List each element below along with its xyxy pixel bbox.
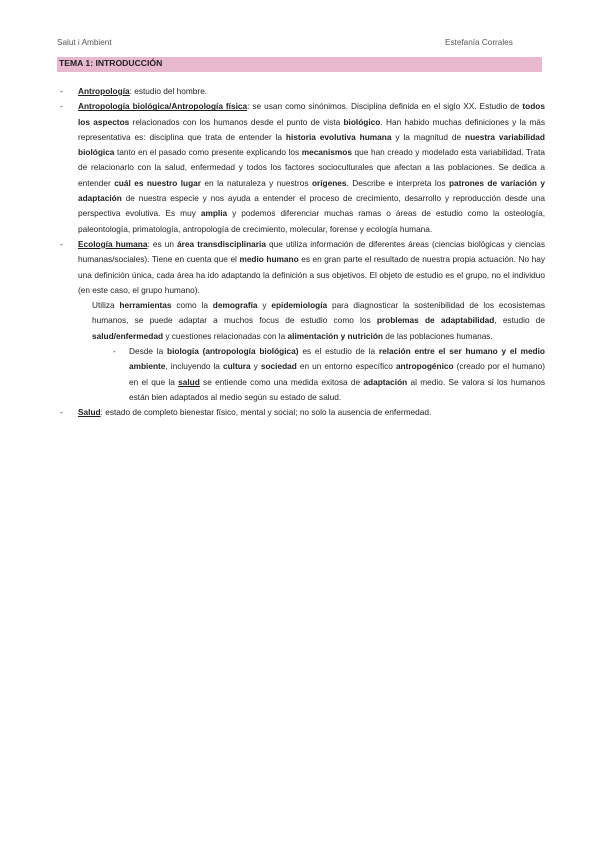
bold-underlined-term: salud	[178, 376, 200, 387]
header-author: Estefanía Corrales	[445, 38, 513, 47]
bold-term: área transdisciplinaria	[177, 238, 266, 249]
text-segment: en un entorno específico	[296, 361, 396, 372]
bold-term: cultura	[222, 361, 251, 372]
term-ecologia-humana: Ecología humana	[78, 238, 148, 249]
text-segment: , estudio de	[494, 315, 545, 326]
bold-term: nuestra variabilidad biológica	[78, 131, 545, 158]
bold-term: antropogénico	[395, 361, 454, 372]
bold-term: cuál es nuestro lugar	[114, 177, 201, 188]
text-segment: que han creado y modelado esta variabilidad. Trata de relacionarlo con la salud, enfermedad y todos los factores socioculturales que afectan a las poblaciones. Se dedica a entender	[78, 147, 545, 188]
bold-term: herramientas	[119, 300, 172, 311]
bold-term: problemas de adaptabilidad	[376, 315, 495, 326]
bold-term: mecanismos	[301, 147, 352, 158]
bold-term: amplia	[200, 208, 228, 219]
text-segment: que utiliza información de diferentes áreas (ciencias biológicas y ciencias humanas/sociales). Tiene en cuenta que el	[78, 238, 545, 265]
text-segment: y	[257, 300, 272, 311]
text-segment: se entiende como una medida exitosa de	[199, 376, 364, 387]
text-segment: y podemos diferenciar muchas ramas o áreas de estudio como la osteología, paleontología, primatología, antropología de crecimiento, molecular, forense y ecología humana.	[78, 208, 545, 234]
bullet-dash: -	[60, 407, 63, 418]
page-title: TEMA 1: INTRODUCCIÓN	[59, 58, 163, 68]
bullet-dash: -	[113, 346, 116, 357]
term-antropologia: Antropología	[78, 86, 130, 96]
text-segment: relacionados con los humanos desde el punto de vista	[129, 116, 344, 127]
title-bar	[57, 57, 542, 72]
bold-term: relación entre el ser humano y el medio ambiente	[129, 346, 545, 372]
bold-term: adaptación	[363, 376, 408, 387]
sub-paragraph-herramientas	[92, 298, 545, 344]
definition-text: : estudio del hombre.	[129, 86, 208, 96]
text-segment: de las poblaciones humanas.	[382, 330, 493, 341]
list-item-antropologia-biologica	[57, 99, 545, 237]
text-segment: . Describe e interpreta los	[346, 177, 449, 188]
text-segment: . Han habido muchas definiciones y la más representativa es: disciplina que trata de entender la	[78, 116, 546, 142]
term-antropologia-biologica: Antropología biológica/Antropología física	[78, 101, 248, 112]
text-segment: y la magnitud de	[391, 131, 465, 142]
bold-term: sociedad	[260, 361, 297, 372]
bold-term: biológico	[343, 116, 381, 127]
text-segment: en la naturaleza y nuestros	[201, 177, 312, 188]
bold-term: epidemiología	[271, 300, 328, 311]
header-subject: Salut i Ambient	[57, 38, 112, 47]
definition-text: : estado de completo bienestar físico, mental y social; no solo la ausencia de enfermedad.	[100, 407, 432, 418]
bullet-dash: -	[60, 86, 63, 96]
text-segment: : es un	[147, 238, 178, 249]
bold-term: salud/enfermedad	[92, 330, 164, 341]
bold-term: orígenes	[311, 177, 347, 188]
text-segment: : se usan como sinónimos. Disciplina definida en el siglo XX. Estudio de	[247, 101, 523, 112]
list-item-ecologia-humana	[57, 237, 545, 298]
bullet-dash: -	[60, 238, 63, 249]
text-segment: Utiliza	[92, 300, 120, 311]
text-segment: al medio. Se valora si los humanos están bien adaptados al medio según su estado de salud.	[129, 376, 545, 402]
text-segment: es el estudio de la	[298, 346, 379, 357]
list-item-antropologia	[57, 84, 545, 99]
nested-list-item-biologia	[113, 344, 546, 405]
bold-term: demografía	[212, 300, 258, 311]
bold-term: biología (antropología biológica)	[167, 346, 299, 357]
text-segment: , incluyendo la	[165, 361, 223, 372]
bold-term: patrones de variación y adaptación	[78, 177, 546, 204]
bold-term: alimentación y nutrición	[287, 330, 383, 341]
bullet-dash: -	[60, 101, 63, 112]
text-segment: Desde la	[129, 346, 167, 357]
text-segment: para diagnosticar la sostenibilidad de los ecosistemas humanos, se puede adaptar a muchos focus de estudio como los	[92, 300, 545, 326]
text-segment: de nuestra especie y nos ayuda a entender el proceso de crecimiento, desarrollo y reproducción desde una perspectiva evolutiva. Es muy	[78, 193, 545, 219]
text-segment: es en gran parte el resultado de nuestra propia actuación. No hay una definición única, cada área ha ido adaptando la definición a sus objetivos. El objeto de estudio es el grupo, no el individuo (en este caso, el grupo humano).	[78, 254, 545, 295]
text-segment: y	[250, 361, 261, 372]
text-segment: (creado por el humano) en el que la	[129, 361, 546, 387]
text-segment: y cuestiones relacionadas con la	[163, 330, 288, 341]
bold-term: historia evolutiva humana	[285, 131, 392, 142]
term-salud: Salud	[78, 407, 101, 418]
bold-term: medio humano	[239, 254, 299, 265]
text-segment: tanto en el pasado como presente explicando los	[114, 147, 302, 158]
text-segment: como la	[171, 300, 213, 311]
bold-term: todos los aspectos	[78, 101, 545, 127]
document-body	[57, 84, 545, 421]
list-item-salud	[57, 405, 545, 420]
